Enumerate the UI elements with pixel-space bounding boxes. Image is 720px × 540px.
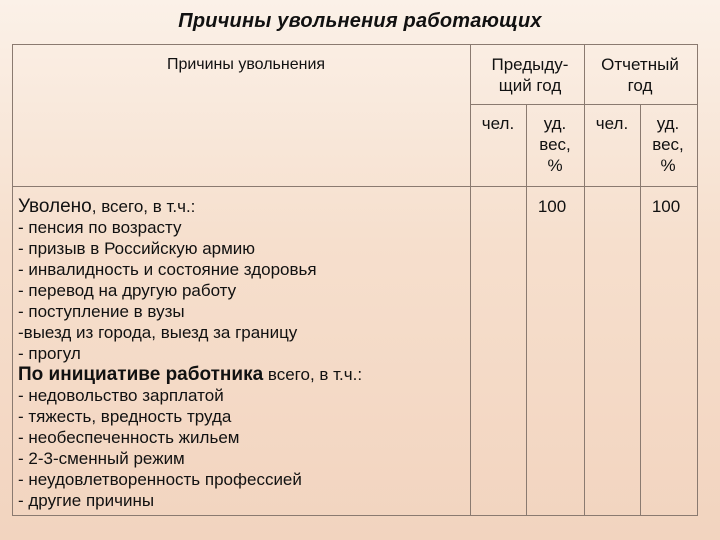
list-item: - пенсия по возрасту (18, 218, 182, 237)
ud-header-line: уд. (656, 114, 680, 133)
curr-year-header-line: год (627, 76, 653, 95)
list-item (18, 196, 478, 217)
curr-year-header (585, 54, 695, 96)
curr-ud-header (640, 113, 696, 176)
list-item: - прогул (18, 344, 81, 363)
reasons-list (18, 196, 478, 511)
initiative-label: По инициативе работника (18, 364, 264, 385)
total-label: Уволено (18, 196, 92, 217)
prev-total-pct: 100 (537, 197, 567, 216)
ud-header-line: вес, (539, 135, 571, 154)
total-label-rest: , всего, в т.ч.: (91, 197, 196, 216)
list-item: - перевод на другую работу (18, 281, 237, 300)
ud-header-line: % (547, 156, 563, 175)
reasons-column-header: Причины увольнения (166, 56, 326, 73)
curr-total-pct: 100 (651, 197, 681, 216)
prev-ud-header (526, 113, 584, 176)
list-item: -выезд из города, выезд за границу (18, 323, 298, 342)
ud-header-line: % (660, 156, 676, 175)
initiative-label-rest: всего, в т.ч.: (263, 365, 363, 384)
table-divider (12, 186, 698, 187)
page-title: Причины увольнения работающих (178, 10, 542, 32)
ud-header-line: вес, (652, 135, 684, 154)
prev-year-header-line: Предыду- (491, 55, 569, 74)
list-item: - неудовлетворенность профессией (18, 470, 302, 489)
list-item: - необеспеченность жильем (18, 428, 240, 447)
list-item: - инвалидность и состояние здоровья (18, 260, 317, 279)
list-item (18, 364, 478, 385)
list-item: - другие причины (18, 491, 155, 510)
curr-year-header-line: Отчетный (601, 55, 679, 74)
list-item: - недовольство зарплатой (18, 386, 224, 405)
curr-chel-header: чел. (595, 114, 629, 133)
table-divider (470, 104, 698, 105)
list-item: - призыв в Российскую армию (18, 239, 256, 258)
list-item: - поступление в вузы (18, 302, 185, 321)
prev-chel-header: чел. (481, 114, 515, 133)
prev-year-header-line: щий год (498, 76, 562, 95)
list-item: - 2-3-сменный режим (18, 449, 185, 468)
ud-header-line: уд. (543, 114, 567, 133)
prev-year-header (475, 54, 585, 96)
list-item: - тяжесть, вредность труда (18, 407, 232, 426)
